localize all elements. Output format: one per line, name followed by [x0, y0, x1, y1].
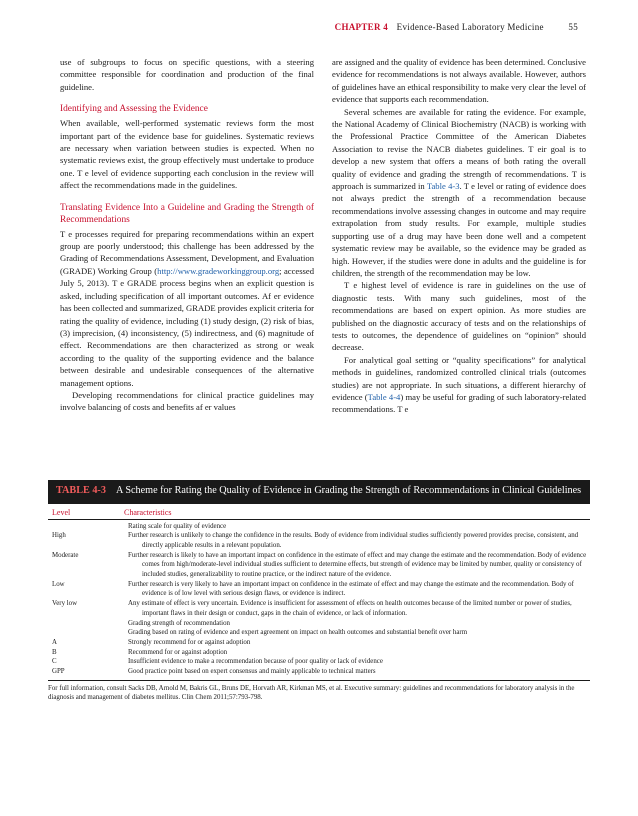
- left-column: [60, 56, 314, 414]
- section-heading: Identifying and Assessing the Evidence: [60, 104, 208, 115]
- table-row: [48, 599, 590, 618]
- table-row: [48, 657, 590, 667]
- right-column: [332, 56, 586, 416]
- row-characteristics: Further research is very likely to have an important impact on confidence in the estimate of effect and may change the estimate and the recommendation. Body of evidence is of low level with serious design flaws, or evidence is indirect.: [128, 580, 574, 598]
- table-body: [48, 520, 590, 677]
- table-row: [48, 522, 590, 532]
- paragraph: For analytical goal setting or “quality specifications” for analytical methods in guidelines, randomized controlled clinical trials (outcomes studies) are not appropriate. In such situations, a different hierarchy of evidence (Table 4-4) may be useful for grading of such laboratory-related recommendations. T e: [332, 354, 586, 415]
- chapter-title: Evidence-Based Laboratory Medicine: [396, 22, 544, 32]
- column-header-characteristics: Characteristics: [124, 507, 172, 517]
- chapter-label: CHAPTER 4: [334, 22, 389, 32]
- table-row: [48, 580, 590, 599]
- row-level: B: [52, 648, 57, 656]
- row-level: [48, 628, 128, 638]
- paragraph: are assigned and the quality of evidence has been determined. Conclusive evidence for recommendations is not always available. However, authors of guidelines have an ethical responsibility to make very clear the level of evidence that supports each recommendation.: [332, 57, 586, 105]
- table-header-row: [48, 504, 590, 520]
- table-row: [48, 531, 590, 550]
- row-characteristics: Further research is unlikely to change the confidence in the results. Body of evidence from individual studies sufficiently powered provides precise, consistent, and directly applicable results in a relevant population.: [128, 532, 579, 549]
- row-level: A: [52, 638, 57, 646]
- row-level: GPP: [52, 668, 65, 676]
- evidence-rating-table: [48, 480, 590, 703]
- table-footnote: For full information, consult Sacks DB, Arnold M, Bakris GL, Bruns DE, Horvath AR, Kirkman MS, et al. Executive summary: guidelines and recommendations for laboratory analysis in the diagnosis and management of diabetes mellitus. Clin Chem 2011;57:793-798.: [48, 680, 590, 703]
- table-caption: [48, 480, 590, 504]
- running-header: [335, 22, 578, 32]
- row-level: Moderate: [52, 551, 79, 559]
- table-row: [48, 638, 590, 648]
- table-row: [48, 648, 590, 658]
- table-row: [48, 551, 590, 580]
- table-row: [48, 667, 590, 677]
- row-characteristics: Further research is likely to have an important impact on confidence in the estimate of effect and may change the estimate and the recommendation. Body of evidence comes from high/moderate-level individual studies sufficient to determine effects, but strength of evidence may be limited by number, quality or consistency of included studies, generalizability to routine practice, or the indirect nature of the evidence.: [128, 551, 587, 579]
- row-level: C: [52, 658, 57, 666]
- row-characteristics: Any estimate of effect is very uncertain. Evidence is insufficient for assessment of effects on health outcomes because of the limited number or power of studies, important flaws in their design or conduct, gaps in the chain of evidence, or lack of information.: [128, 600, 572, 617]
- table-row: [48, 619, 590, 629]
- row-level: Very low: [52, 600, 78, 608]
- paragraph: T e processes required for preparing recommendations within an expert group are poorly understood; this challenge has been addressed by the Grading of Recommendations Assessment, Development, and Evaluation (GRADE) Working Group (http://www.gradeworkinggroup.org; accessed July 5, 2013). T e GRADE process begins when an explicit question is asked, including specification of all important outcomes. Af er evidence has been collected and summarized, GRADE provides explicit criteria for rating the quality of evidence, including (1) study design, (2) risk of bias, (3) imprecision, (4) inconsistency, (5) indirectness, and (6) magnitude of effect. Recommendations are then characterized as strong or weak according to the quality of the supporting evidence and the balance between desirable and undesirable consequences of the alternative management options.: [60, 228, 315, 388]
- paragraph: Developing recommendations for clinical practice guidelines may involve balancing of costs and benefits af er values: [60, 389, 314, 413]
- paragraph: When available, well-performed systematic reviews form the most important part of the evidence base for guidelines. Systematic reviews are necessary when variation between studies is expected. When no systematic reviews exist, the group effectively must undertake to produce one. T e level of evidence supporting each conclusion in the review will affect the recommendations made in the guidelines.: [60, 118, 314, 191]
- row-level: [48, 619, 128, 629]
- row-characteristics: Grading based on rating of evidence and expert agreement on impact on health outcomes and substantial benefit over harm: [128, 629, 468, 637]
- row-characteristics: Grading strength of recommendation: [128, 619, 230, 627]
- table-row: [48, 628, 590, 638]
- row-level: Low: [52, 580, 65, 588]
- row-characteristics: Good practice point based on expert consensus and mainly applicable to technical matters: [128, 668, 376, 676]
- table-title: A Scheme for Rating the Quality of Evidence in Grading the Strength of Recommendations in Clinical Guidelines: [116, 485, 582, 496]
- row-characteristics: Recommend for or against adoption: [128, 648, 228, 656]
- page-number: 55: [568, 22, 578, 32]
- row-characteristics: Strongly recommend for or against adoption: [128, 638, 251, 646]
- table-number: TABLE 4-3: [56, 485, 106, 496]
- row-level: [48, 522, 128, 532]
- section-heading: Translating Evidence Into a Guideline and Grading the Strength of Recommendations: [60, 202, 314, 225]
- row-level: High: [52, 532, 66, 540]
- row-characteristics: Rating scale for quality of evidence: [128, 522, 227, 530]
- table-4-3-link[interactable]: Table 4-3: [426, 181, 460, 192]
- column-header-level: Level: [52, 507, 71, 517]
- grade-website-link[interactable]: http://www.gradeworkinggroup.org: [157, 265, 280, 276]
- table-4-4-link[interactable]: Table 4-4: [367, 391, 401, 402]
- row-characteristics: Insufficient evidence to make a recommendation because of poor quality or lack of evidence: [128, 658, 383, 666]
- paragraph: Several schemes are available for rating the evidence. For example, the National Academy of Clinical Biochemistry (NACB) is working with the Professional Practice Committee of the American Diabetes Association to revise the NACB diabetes guidelines. T eir goal is to develop a new system that offers a means of both rating the overall quality of evidence and grading the strength of recommendations. T is approach is summarized in Table 4-3. T e level or rating of evidence does not always predict the strength of a recommendation because recommendations involve assessing changes in outcome and may require extrapolation from study results. For example, multiple studies supporting use of a drug may have been done well and a competent systematic review may be available, so the evidence may be graded as high. However, if the studies were done in adults and the guideline is for children, the strength of the recommendation may be low.: [332, 106, 586, 278]
- paragraph: use of subgroups to focus on specific questions, with a steering committee responsible for coordination and production of the final guideline.: [60, 57, 314, 92]
- paragraph: T e highest level of evidence is rare in guidelines on the use of diagnostic tests. With many such guidelines, most of the recommendations are based on expert opinion. As more studies are published on the diagnostic accuracy of tests and on the relationships of tests to outcomes, the dependence of guidelines on “opinion” should decrease.: [332, 280, 586, 353]
